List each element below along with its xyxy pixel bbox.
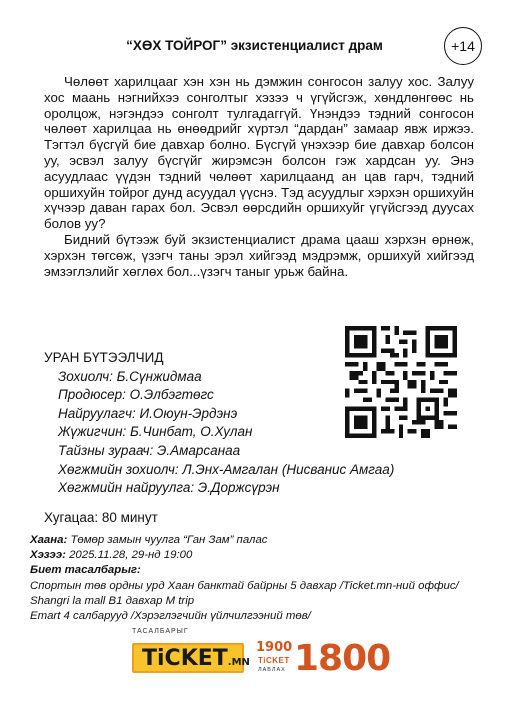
ticket-mn-logo[interactable] xyxy=(118,628,250,684)
description-paragraph-2: Бидний бүтээж буй экзистенциалист драма цааш хэрхэн өрнөж, хэрхэн төгсөж, үзэгч таны эрэл хийгээд мэдрэмж, оршихуй хийгээд эмзэглэлийг хөглөх бол...үзэгч таныг урьж байна. xyxy=(44,231,474,279)
venue-line xyxy=(30,533,490,548)
hotline-number-small: 1900 xyxy=(256,640,293,655)
credit-director: Найруулагч: И.Оюун-Эрдэнэ xyxy=(58,405,238,421)
hotline-brand: TiCKET xyxy=(258,656,290,665)
credit-writer: Зохиолч: Б.Сүнжидмаа xyxy=(58,368,202,384)
description-paragraph-1: Чөлөөт харилцааг хэн хэн нь дэмжин сонгосон залуу хос. Залуу хос маань нэгнийхээ сонголтыг хэзээ ч үгүйсгэж, хөндлөнгөөс нь оролцож, нэгэндээ сонголт тулгадаггүй. Үнэндээ тэдний сонгосон чөлөөт харилцаа нь өнөөдрийг хүртэл “дардан” замаар явж иржээ. Тэгтэл бүсгүй бие давхар болно. Бүсгүй үнэхээр бие давхар болсон уу, эсвэл залуу бүсгүйг жирэмсэн болсон гэж хардсан уу. Энэ асуудлаас үүдэн тэдний чөлөөт харилцаанд ан цав гарч, тэдний оршихуйн тойрог дунд асуудал үүснэ. Тэд асуудлыг хэрхэн оршихуйн хүчээр даван гарах бол. Эсвэл өөрсдийн оршихуйг үгүйсгээд дуусах болов уу? xyxy=(44,74,474,232)
description xyxy=(44,74,474,279)
hotline-number-big: 1800 xyxy=(294,638,391,679)
credits-heading: УРАН БҮТЭЭЛЧИД xyxy=(44,350,164,365)
ticket-logo-text xyxy=(142,646,250,671)
venue-value: Төмөр замын чуулга “Ган Зам” палас xyxy=(67,534,268,546)
credit-actors: Жүжигчин: Б.Чинбат, О.Хулан xyxy=(58,424,253,440)
date-value: 2025.11.28, 29-нд 19:00 xyxy=(65,549,193,562)
credit-producer: Продюсер: О.Элбэгтөгс xyxy=(58,387,214,403)
duration: Хугацаа: 80 минут xyxy=(44,510,158,525)
date-line xyxy=(30,548,490,563)
event-info xyxy=(30,533,490,624)
tickets-label: Биет тасалбарыг: xyxy=(30,564,141,577)
venue-label: Хаана: xyxy=(30,534,68,546)
ticket-location-1: Спортын төв ордны урд Хаан банктай байрны 5 давхар /Ticket.mn-ний оффис/ xyxy=(30,579,459,592)
credit-composer: Хөгжмийн зохиолч: Л.Энх-Амгалан (Нисванис Амгаа) xyxy=(58,461,395,477)
credit-music-director: Хөгжмийн найруулга: Э.Доржсүрэн xyxy=(58,480,280,496)
ticket-location-3: Emart 4 салбарууд /Хэрэглэгчийн үйлчилгээний төв/ xyxy=(30,610,311,623)
ticket-logo-caption: ТАСАЛБАРЫГ xyxy=(132,628,189,635)
hotline-dial-label: ЛАВЛАХ xyxy=(258,667,286,673)
date-label: Хэзээ: xyxy=(30,549,66,562)
ticket-location-2: Shangri la mall B1 давхар M trip xyxy=(30,594,195,607)
ticket-logo-suffix: .MN xyxy=(227,657,250,668)
credit-stage-designer: Тайзны зураач: Э.Амарсанаа xyxy=(58,442,241,458)
ticket-logo-brand: TiCKET xyxy=(142,646,228,671)
ticket-logo-badge xyxy=(132,643,250,673)
qr-code[interactable] xyxy=(345,326,457,438)
poster-title: “ХӨХ ТОЙРОГ” экзистенциалист драм xyxy=(126,38,383,53)
age-rating-badge: +14 xyxy=(444,27,482,65)
hotline-logo[interactable] xyxy=(256,638,391,680)
